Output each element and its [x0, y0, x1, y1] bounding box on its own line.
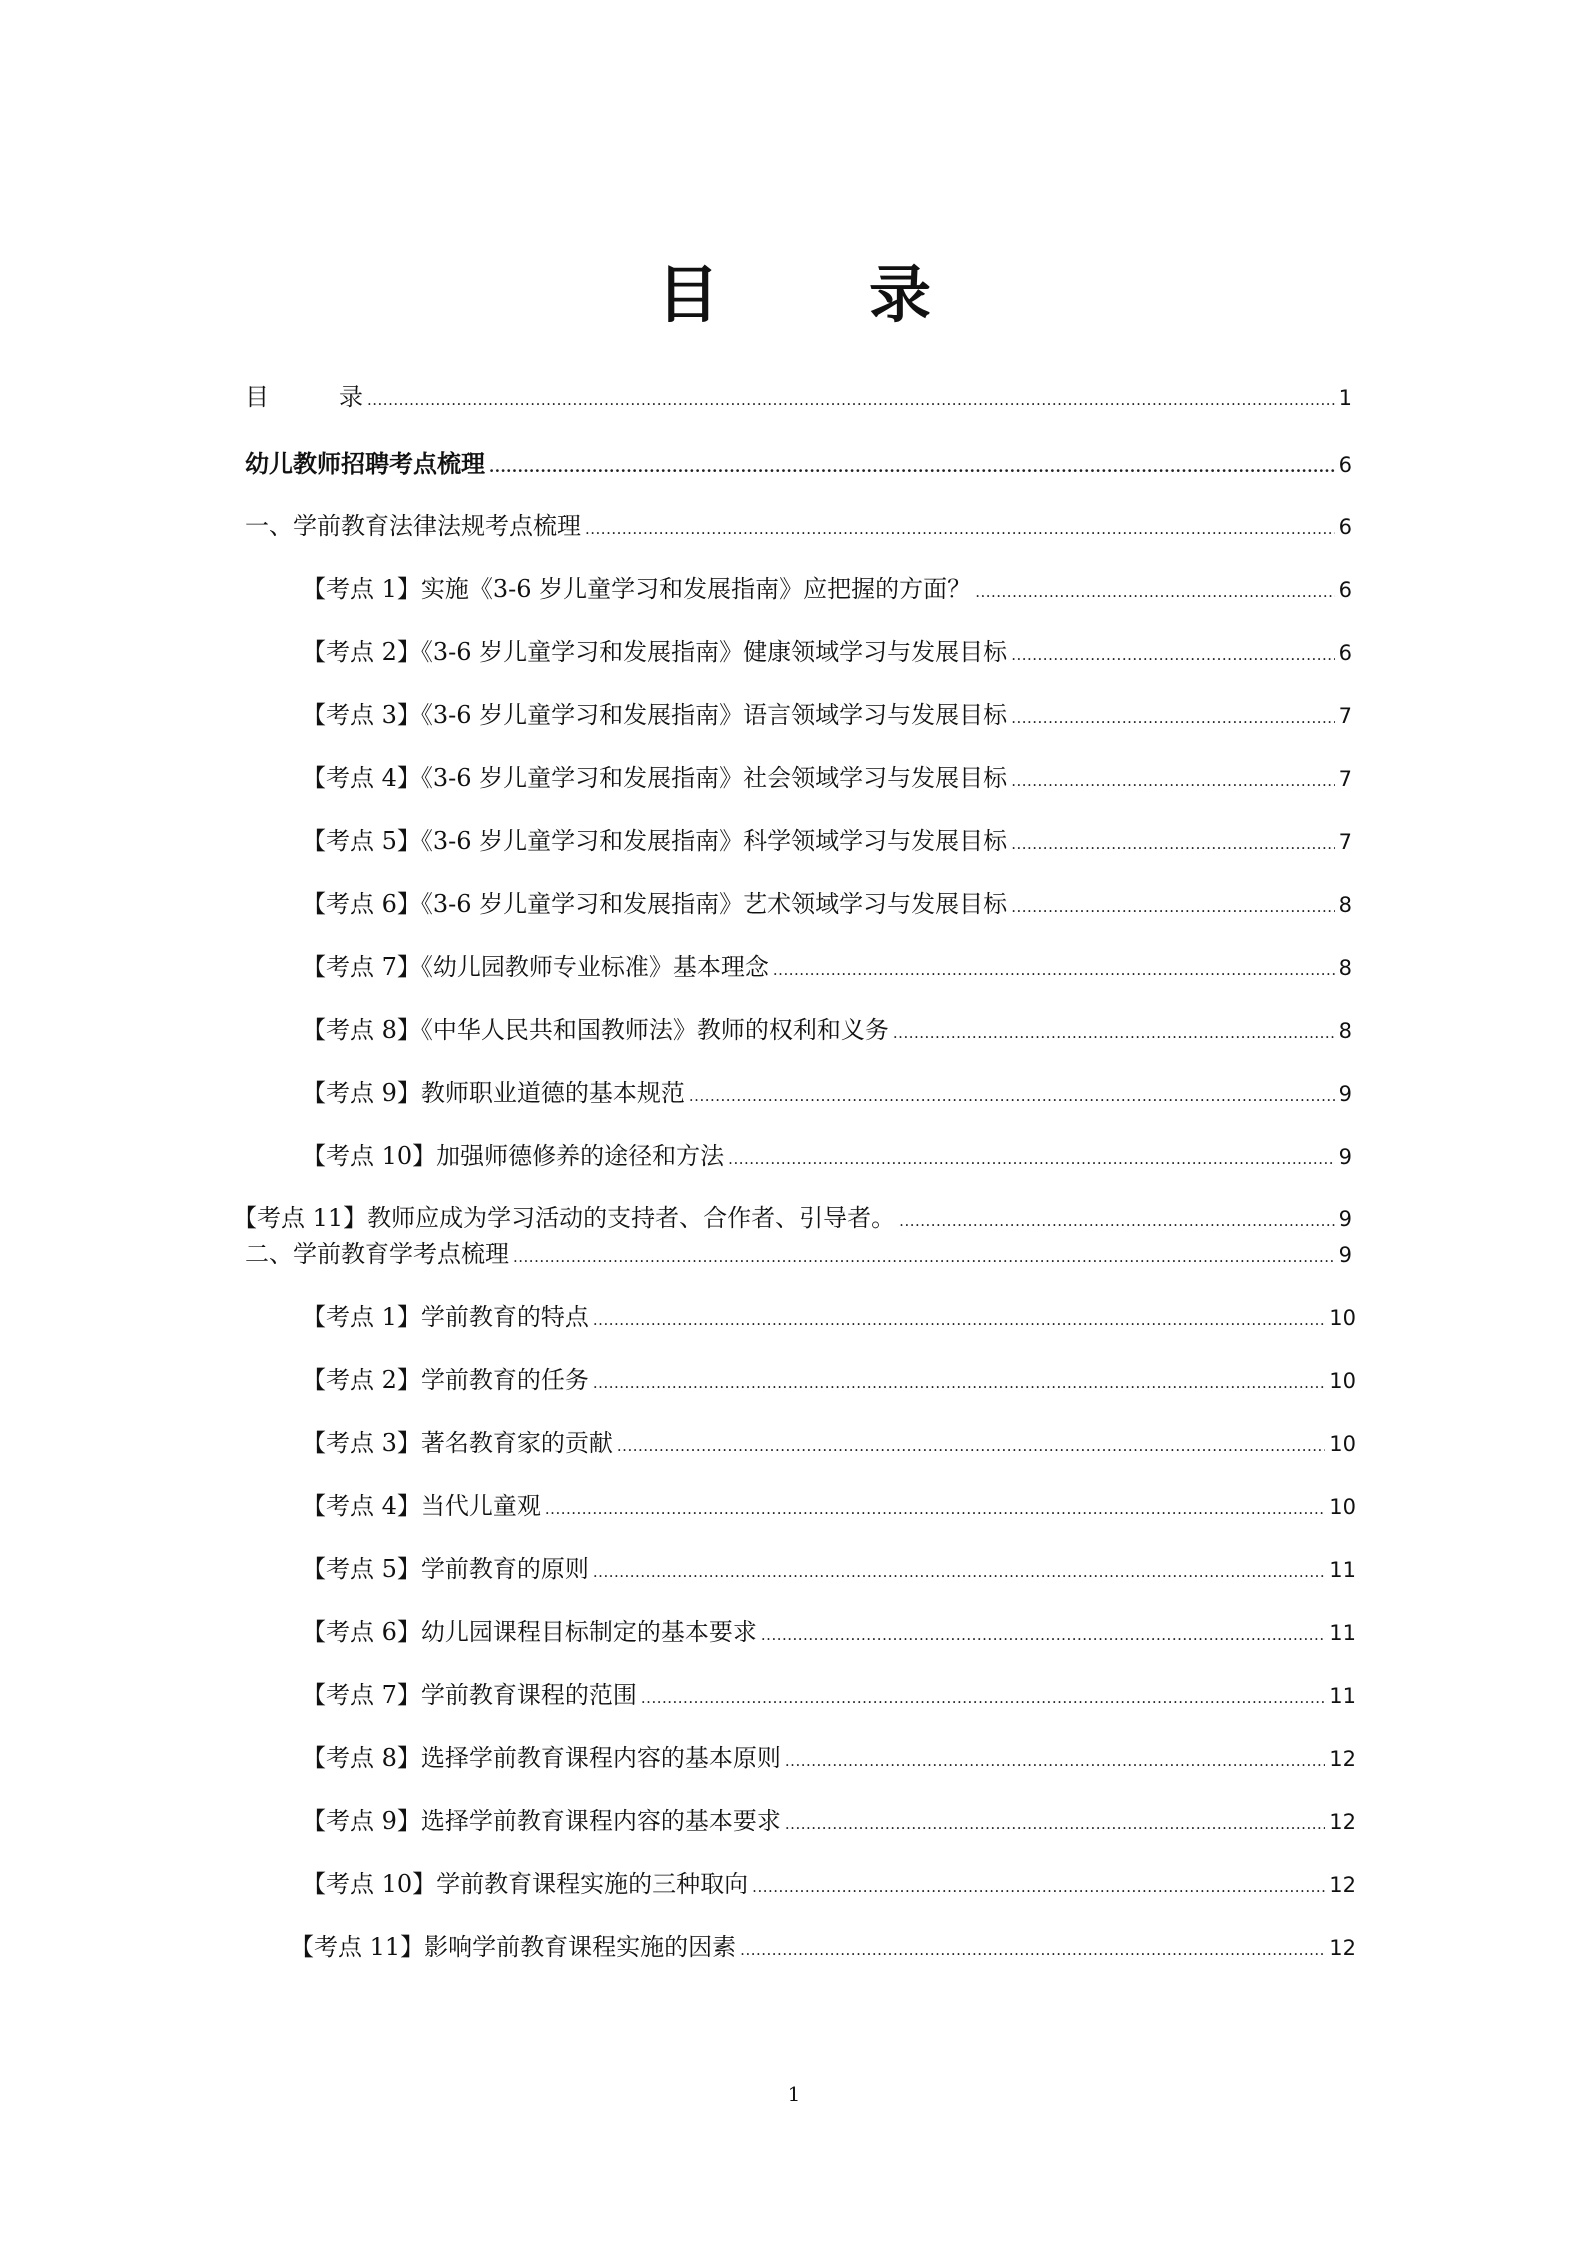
toc-entry-text: 【考点 7】学前教育课程的范围	[302, 1681, 637, 1709]
toc-entry-text: 【考点 6】《3-6 岁儿童学习和发展指南》艺术领域学习与发展目标	[302, 890, 1008, 918]
toc-entry[interactable]	[302, 1139, 1352, 1173]
toc-entry[interactable]	[302, 1076, 1352, 1110]
toc-leader-dots	[367, 383, 1335, 417]
toc-entry-text: 【考点 11】影响学前教育课程实施的因素	[290, 1933, 737, 1961]
toc-leader-dots	[593, 1303, 1325, 1337]
toc-entry[interactable]	[302, 1615, 1356, 1649]
toc-leader-dots	[641, 1681, 1325, 1715]
toc-entry-text: 【考点 6】幼儿园课程目标制定的基本要求	[302, 1618, 757, 1646]
toc-entry[interactable]	[302, 1013, 1352, 1047]
toc-entry-text: 【考点 1】学前教育的特点	[302, 1303, 589, 1331]
toc-leader-dots	[593, 1366, 1325, 1400]
toc-entry-text: 目 录	[245, 383, 363, 411]
toc-page-number: 12	[1329, 1810, 1356, 1834]
toc-page-number: 6	[1338, 453, 1352, 477]
toc-entry-text: 二、学前教育学考点梳理	[245, 1240, 509, 1268]
toc-entry-text: 【考点 2】《3-6 岁儿童学习和发展指南》健康领域学习与发展目标	[302, 638, 1008, 666]
toc-page-number: 7	[1338, 767, 1352, 791]
toc-entry[interactable]	[290, 1930, 1356, 1964]
toc-page-number: 11	[1329, 1621, 1356, 1645]
toc-entry-contents[interactable]	[245, 380, 1352, 414]
toc-entry[interactable]	[302, 1804, 1356, 1838]
toc-entry[interactable]	[245, 509, 1352, 543]
toc-leader-dots	[1011, 890, 1334, 924]
toc-page-number: 8	[1338, 893, 1352, 917]
toc-page-number: 9	[1338, 1145, 1352, 1169]
toc-leader-dots	[513, 1240, 1335, 1274]
toc-leader-dots	[489, 450, 1335, 484]
toc-leader-dots	[1011, 638, 1334, 672]
toc-page-number: 11	[1329, 1558, 1356, 1582]
toc-page-number: 7	[1338, 830, 1352, 854]
toc-leader-dots	[593, 1555, 1325, 1589]
toc-leader-dots	[585, 512, 1335, 546]
toc-leader-dots	[689, 1079, 1335, 1113]
toc-entry[interactable]	[245, 1237, 1352, 1271]
toc-entry-text: 【考点 7】《幼儿园教师专业标准》基本理念	[302, 953, 769, 981]
toc-entry-text: 【考点 5】学前教育的原则	[302, 1555, 589, 1583]
toc-entry[interactable]	[245, 447, 1352, 481]
toc-leader-dots	[617, 1429, 1325, 1463]
page-title	[0, 245, 1588, 334]
toc-entry-text: 【考点 2】学前教育的任务	[302, 1366, 589, 1394]
toc-page-number: 9	[1338, 1082, 1352, 1106]
toc-entry[interactable]	[302, 1867, 1356, 1901]
toc-entry[interactable]	[302, 1300, 1356, 1334]
toc-entry-text: 【考点 8】《中华人民共和国教师法》教师的权利和义务	[302, 1016, 889, 1044]
toc-entry[interactable]	[302, 950, 1352, 984]
toc-entry-text: 【考点 10】学前教育课程实施的三种取向	[302, 1870, 749, 1898]
toc-leader-dots	[785, 1807, 1325, 1841]
toc-entry[interactable]	[302, 698, 1352, 732]
toc-page-number: 11	[1329, 1684, 1356, 1708]
toc-page-number: 8	[1338, 956, 1352, 980]
toc-page-number: 9	[1338, 1207, 1352, 1231]
toc-page-number: 10	[1329, 1432, 1356, 1456]
toc-entry[interactable]	[233, 1201, 1352, 1235]
toc-page-number: 10	[1329, 1495, 1356, 1519]
toc-entry[interactable]	[302, 1363, 1356, 1397]
toc-entry[interactable]	[302, 887, 1352, 921]
toc-entry-text: 【考点 4】当代儿童观	[302, 1492, 541, 1520]
toc-leader-dots	[1011, 701, 1334, 735]
toc-entry[interactable]	[302, 1489, 1356, 1523]
toc-entry-text: 【考点 8】选择学前教育课程内容的基本原则	[302, 1744, 781, 1772]
toc-entry[interactable]	[302, 572, 1352, 606]
toc-page-number: 10	[1329, 1369, 1356, 1393]
toc-entry[interactable]	[302, 761, 1352, 795]
toc-leader-dots	[740, 1933, 1325, 1967]
toc-entry[interactable]	[302, 824, 1352, 858]
toc-leader-dots	[893, 1016, 1335, 1050]
toc-entry-text: 【考点 3】著名教育家的贡献	[302, 1429, 613, 1457]
toc-page-number: 12	[1329, 1936, 1356, 1960]
page-title-char-2: 录	[869, 258, 932, 331]
toc-entry[interactable]	[302, 1678, 1356, 1712]
toc-page-number: 9	[1338, 1243, 1352, 1267]
toc-leader-dots	[1011, 764, 1334, 798]
toc-page-number: 1	[1338, 386, 1352, 410]
toc-page-number: 12	[1329, 1873, 1356, 1897]
toc-page-number: 6	[1338, 578, 1352, 602]
toc-leader-dots	[773, 953, 1335, 987]
toc-entry-text: 【考点 4】《3-6 岁儿童学习和发展指南》社会领域学习与发展目标	[302, 764, 1008, 792]
toc-entry-text: 【考点 1】实施《3-6 岁儿童学习和发展指南》应把握的方面？	[302, 575, 972, 603]
toc-entry[interactable]	[302, 1426, 1356, 1460]
toc-page-number: 8	[1338, 1019, 1352, 1043]
toc-entry[interactable]	[302, 635, 1352, 669]
toc-page-number: 12	[1329, 1747, 1356, 1771]
toc-entry[interactable]	[302, 1552, 1356, 1586]
toc-entry-text: 【考点 11】教师应成为学习活动的支持者、合作者、引导者。	[233, 1204, 896, 1232]
toc-leader-dots	[752, 1870, 1325, 1904]
toc-entry-text: 【考点 10】加强师德修养的途径和方法	[302, 1142, 725, 1170]
page-title-char-1: 目	[656, 258, 719, 331]
toc-leader-dots	[785, 1744, 1325, 1778]
toc-entry-text: 幼儿教师招聘考点梳理	[245, 449, 485, 478]
toc-entry-text: 【考点 9】选择学前教育课程内容的基本要求	[302, 1807, 781, 1835]
toc-leader-dots	[728, 1142, 1334, 1176]
toc-page-number: 6	[1338, 515, 1352, 539]
toc-entry-text: 一、学前教育法律法规考点梳理	[245, 512, 581, 540]
toc-page-number: 7	[1338, 704, 1352, 728]
toc-leader-dots	[899, 1204, 1334, 1238]
toc-entry-text: 【考点 5】《3-6 岁儿童学习和发展指南》科学领域学习与发展目标	[302, 827, 1008, 855]
page-number: 1	[787, 2082, 801, 2106]
toc-entry[interactable]	[302, 1741, 1356, 1775]
toc-page-number: 6	[1338, 641, 1352, 665]
toc-entry-text: 【考点 9】教师职业道德的基本规范	[302, 1079, 685, 1107]
toc-leader-dots	[1011, 827, 1334, 861]
toc-page-number: 10	[1329, 1306, 1356, 1330]
toc-leader-dots	[975, 575, 1334, 609]
toc-leader-dots	[545, 1492, 1325, 1526]
toc-entry-text: 【考点 3】《3-6 岁儿童学习和发展指南》语言领域学习与发展目标	[302, 701, 1008, 729]
toc-leader-dots	[761, 1618, 1325, 1652]
